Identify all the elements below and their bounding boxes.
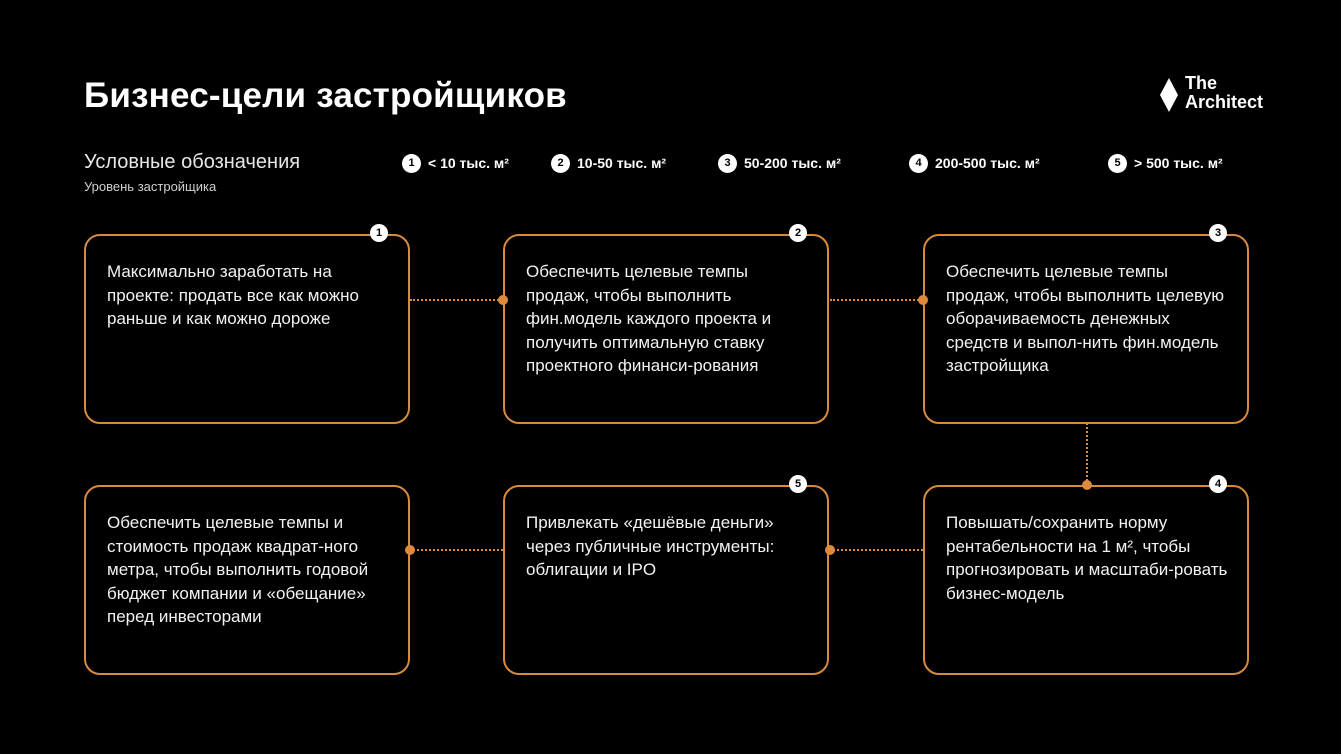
goal-box-1 — [84, 227, 410, 424]
connector-3-4 — [1086, 423, 1088, 485]
legend-item-4 — [909, 153, 1040, 173]
goal-text: Обеспечить целевые темпы продаж, чтобы выполнить фин.модель каждого проекта и получить оптимальную ставку проектного финанси-рования — [526, 262, 772, 375]
legend-item-2 — [551, 153, 666, 173]
level-badge: 1 — [370, 224, 388, 242]
legend-item-1 — [402, 153, 509, 173]
connector-1-2 — [410, 299, 503, 301]
logo — [1160, 74, 1290, 116]
goal-box-5 — [503, 478, 829, 675]
level-badge: 2 — [789, 224, 807, 242]
number-badge: 2 — [551, 154, 570, 173]
connector-5-6 — [410, 549, 503, 551]
number-badge: 3 — [718, 154, 737, 173]
legend-label: 50-200 тыс. м² — [744, 155, 841, 171]
goal-text: Повышать/сохранить норму рентабельности на 1 м², чтобы прогнозировать и масштаби-ровать бизнес-модель — [946, 513, 1228, 603]
legend-item-3 — [718, 153, 841, 173]
logo-text — [1185, 74, 1263, 112]
number-badge: 1 — [402, 154, 421, 173]
connector-2-3 — [830, 299, 923, 301]
goal-box-4 — [84, 485, 410, 675]
level-badge: 3 — [1209, 224, 1227, 242]
goal-box-3 — [923, 227, 1249, 424]
page-title: Бизнес-цели застройщиков — [84, 76, 567, 115]
connector-4-5 — [830, 549, 923, 551]
legend-label: > 500 тыс. м² — [1134, 155, 1223, 171]
goal-text: Обеспечить целевые темпы и стоимость продаж квадрат-ного метра, чтобы выполнить годовой бюджет компании и «обещание» перед инвесторами — [107, 513, 369, 626]
legend-item-5 — [1108, 153, 1223, 173]
logo-line-1: The — [1185, 73, 1218, 93]
legend-label: 10-50 тыс. м² — [577, 155, 667, 171]
legend-subtitle: Уровень застройщика — [84, 179, 217, 194]
logo-line-2: Architect — [1185, 92, 1264, 112]
level-badge: 4 — [1209, 475, 1227, 493]
goal-box-2 — [503, 227, 829, 424]
legend-label: < 10 тыс. м² — [428, 155, 509, 171]
legend-title: Условные обозначения — [84, 151, 301, 173]
number-badge: 5 — [1108, 154, 1127, 173]
goal-text: Обеспечить целевые темпы продаж, чтобы выполнить целевую оборачиваемость денежных средств и выпол-нить фин.модель застройщика — [946, 262, 1224, 375]
goal-text: Привлекать «дешёвые деньги» через публичные инструменты: облигации и IPO — [526, 513, 775, 579]
diamond-logo-icon — [1160, 78, 1178, 112]
number-badge: 4 — [909, 154, 928, 173]
level-badge: 5 — [789, 475, 807, 493]
goal-text: Максимально заработать на проекте: продать все как можно раньше и как можно дороже — [107, 262, 359, 328]
goal-box-6 — [923, 478, 1249, 675]
legend-label: 200-500 тыс. м² — [935, 155, 1040, 171]
